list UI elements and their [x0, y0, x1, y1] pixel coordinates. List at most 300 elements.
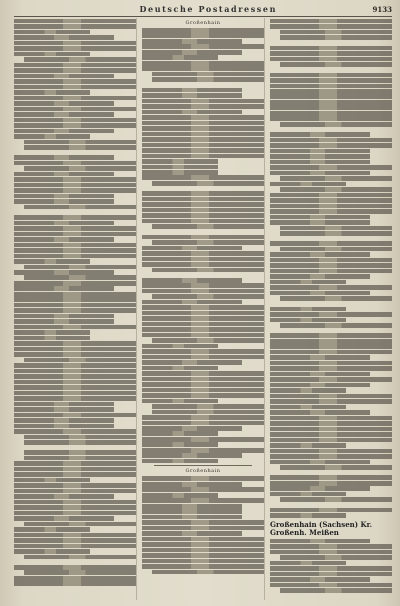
text-line: [270, 410, 370, 415]
text-line: [270, 111, 392, 116]
text-line: [24, 555, 136, 560]
text-line: [270, 460, 370, 465]
page-header: [14, 2, 392, 17]
text-line: [142, 99, 264, 104]
text-line: [14, 281, 136, 286]
text-line: [142, 191, 264, 196]
text-line: [270, 361, 392, 366]
text-line: [270, 432, 392, 437]
text-line: [270, 486, 370, 491]
page-number: 9133: [372, 4, 392, 14]
text-line: [142, 165, 218, 170]
text-line: [142, 126, 264, 131]
text-line: [14, 24, 136, 29]
text-line: [142, 366, 218, 371]
text-line: [142, 559, 264, 564]
text-line: [14, 286, 114, 291]
text-line: [142, 33, 264, 38]
text-line: [270, 508, 392, 513]
text-line: [270, 475, 392, 480]
text-line: [14, 396, 136, 401]
text-line: [152, 570, 264, 575]
text-line: [142, 235, 264, 240]
text-line: [270, 388, 346, 393]
text-line: [270, 561, 346, 566]
text-line: [142, 208, 264, 213]
text-line: [270, 550, 392, 555]
text-line: [14, 549, 90, 554]
text-line: [24, 456, 136, 461]
entry-gap: [142, 186, 264, 190]
text-line: [14, 533, 136, 538]
text-line: [14, 391, 136, 396]
text-line: [142, 531, 242, 536]
column-3-entries-top: [270, 19, 392, 518]
text-line: [280, 35, 392, 40]
entry-gap: [14, 445, 136, 449]
text-line: [14, 221, 114, 226]
text-line: [270, 383, 370, 388]
text-line: [142, 520, 264, 525]
text-line: [270, 416, 392, 421]
text-line: [14, 494, 114, 499]
text-line: [14, 380, 136, 385]
text-line: [270, 399, 392, 404]
text-line: [142, 219, 264, 224]
text-line: [270, 572, 392, 577]
entry-gap: [270, 41, 392, 45]
text-line: [280, 62, 392, 67]
text-line: [142, 509, 242, 514]
text-line: [14, 19, 136, 24]
text-line: [142, 28, 264, 33]
text-line: [14, 85, 136, 90]
entry-gap: [270, 471, 392, 475]
text-line: [280, 465, 392, 470]
text-line: [142, 482, 242, 487]
text-line: [14, 292, 136, 297]
text-line: [14, 303, 136, 308]
column-3: [270, 18, 392, 600]
text-line: [270, 149, 370, 154]
text-line: [14, 63, 136, 68]
text-line: [142, 415, 264, 420]
entry-gap: [142, 83, 264, 87]
text-line: [14, 243, 136, 248]
text-line: [270, 132, 370, 137]
text-line: [142, 39, 242, 44]
text-line: [142, 213, 264, 218]
text-line: [14, 215, 136, 220]
column-2-entries-bottom: [142, 476, 264, 574]
text-line: [14, 155, 114, 160]
text-line: [270, 241, 392, 246]
text-line: [270, 372, 370, 377]
text-line: [270, 577, 370, 582]
text-line: [24, 522, 136, 527]
section-title: Großenhain (Sachsen) Kr. Großenh. Meißen: [270, 519, 373, 537]
text-line: [270, 427, 392, 432]
text-line: [270, 171, 370, 176]
text-line: [270, 333, 392, 338]
text-line: [270, 307, 346, 312]
text-line: [142, 322, 264, 327]
text-line: [280, 555, 392, 560]
text-line: [142, 526, 264, 531]
text-line: [142, 197, 264, 202]
text-line: [270, 94, 392, 99]
text-line: [270, 394, 392, 399]
text-line: [270, 355, 370, 360]
text-line: [14, 544, 136, 549]
text-line: [270, 154, 370, 159]
text-line: [142, 55, 218, 60]
text-line: [14, 194, 114, 199]
text-line: [142, 515, 242, 520]
text-line: [14, 199, 114, 204]
text-line: [24, 570, 136, 575]
text-line: [270, 344, 392, 349]
text-line: [270, 443, 346, 448]
text-line: [14, 413, 136, 418]
text-line: [270, 405, 346, 410]
text-line: [24, 166, 136, 171]
text-line: [152, 181, 264, 186]
text-line: [270, 19, 392, 24]
text-line: [142, 537, 264, 542]
text-line: [270, 51, 392, 56]
text-line: [280, 231, 392, 236]
text-line: [14, 129, 114, 134]
column-1: [14, 18, 137, 600]
text-line: [14, 118, 136, 123]
entry-gap: [270, 127, 392, 131]
text-line: [280, 226, 392, 231]
text-line: [142, 553, 264, 558]
text-line: [142, 421, 264, 426]
text-line: [14, 385, 136, 390]
text-line: [24, 275, 136, 280]
text-line: [24, 358, 136, 363]
text-line: [142, 498, 264, 503]
text-line: [270, 160, 370, 165]
text-line: [14, 30, 90, 35]
text-line: [142, 377, 264, 382]
text-line: [142, 202, 264, 207]
text-line: [14, 248, 136, 253]
text-line: [24, 435, 136, 440]
text-line: [14, 325, 136, 330]
text-line: [152, 268, 264, 273]
entry-gap: [270, 329, 392, 333]
text-line: [14, 46, 136, 51]
text-line: [270, 291, 370, 296]
text-line: [270, 220, 370, 225]
text-line: [142, 388, 264, 393]
text-line: [270, 566, 392, 571]
text-line: [142, 382, 264, 387]
text-line: [142, 143, 264, 148]
text-line: [14, 500, 136, 505]
text-line: [142, 349, 264, 354]
text-line: [142, 393, 264, 398]
column-subhead: Großenhain: [185, 20, 221, 26]
text-line: [152, 77, 264, 82]
text-line: [14, 374, 136, 379]
text-line: [270, 366, 392, 371]
text-line: [14, 123, 136, 128]
text-line: [14, 134, 90, 139]
text-line: [142, 300, 242, 305]
text-line: [14, 472, 136, 477]
text-line: [142, 316, 264, 321]
text-line: [142, 115, 264, 120]
text-line: [280, 497, 392, 502]
text-line: [152, 240, 264, 245]
text-line: [270, 165, 392, 170]
text-line: [142, 504, 242, 509]
entry-gap: [270, 68, 392, 72]
text-line: [142, 283, 264, 288]
text-line: [14, 402, 114, 407]
text-line: [14, 369, 136, 374]
text-line: [142, 257, 264, 262]
text-line: [142, 44, 264, 49]
text-line: [142, 88, 242, 93]
text-line: [14, 90, 90, 95]
section-rule: [154, 465, 252, 466]
text-line: [142, 426, 242, 431]
text-line: [280, 247, 392, 252]
column-3-entries-bottom: [270, 539, 392, 593]
text-line: [14, 96, 136, 101]
column-subhead: Großenhain: [185, 468, 221, 475]
text-line: [14, 232, 136, 237]
text-line: [142, 246, 242, 251]
text-line: [14, 74, 114, 79]
text-line: [14, 478, 90, 483]
text-line: [14, 237, 114, 242]
text-line: [14, 177, 136, 182]
entry-gap: [270, 503, 392, 507]
text-line: [270, 280, 346, 285]
text-line: [142, 121, 264, 126]
text-line: [142, 66, 264, 71]
text-line: [24, 140, 136, 145]
text-line: [280, 187, 392, 192]
text-line: [142, 251, 264, 256]
text-line: [270, 269, 392, 274]
text-line: [142, 305, 264, 310]
text-line: [14, 107, 136, 112]
text-line: [14, 581, 136, 586]
text-line: [270, 258, 392, 263]
text-line: [14, 461, 136, 466]
text-line: [14, 516, 114, 521]
text-line: [270, 198, 392, 203]
text-line: [142, 132, 264, 137]
text-line: [280, 296, 392, 301]
text-line: [142, 154, 264, 159]
text-line: [14, 68, 136, 73]
text-line: [270, 285, 392, 290]
text-line: [270, 89, 392, 94]
text-line: [270, 481, 392, 486]
text-line: [14, 226, 136, 231]
text-line: [142, 327, 264, 332]
text-line: [142, 355, 264, 360]
text-line: [14, 565, 136, 570]
text-line: [270, 350, 392, 355]
text-line: [142, 564, 264, 569]
text-line: [14, 52, 90, 57]
text-line: [270, 182, 346, 187]
text-line: [14, 505, 136, 510]
text-line: [14, 576, 136, 581]
text-line: [14, 308, 136, 313]
text-line: [270, 78, 392, 83]
text-line: [152, 404, 264, 409]
text-line: [142, 360, 242, 365]
text-line: [14, 101, 114, 106]
text-line: [14, 424, 114, 429]
entry-gap: [142, 273, 264, 277]
text-line: [14, 314, 114, 319]
entry-gap: [270, 236, 392, 240]
text-line: [270, 513, 346, 518]
text-line: [270, 583, 392, 588]
text-line: [270, 84, 392, 89]
text-line: [142, 371, 264, 376]
text-line: [270, 193, 392, 198]
text-line: [280, 30, 392, 35]
text-line: [152, 72, 264, 77]
text-line: [270, 263, 392, 268]
text-line: [152, 294, 264, 299]
text-line: [142, 459, 218, 464]
entry-gap: [270, 302, 392, 306]
text-line: [14, 183, 136, 188]
text-line: [142, 493, 218, 498]
text-line: [24, 265, 136, 270]
text-line: [270, 421, 392, 426]
text-line: [14, 188, 136, 193]
text-line: [142, 311, 264, 316]
text-line: [142, 262, 264, 267]
text-line: [270, 73, 392, 78]
text-line: [142, 344, 218, 349]
text-line: [14, 429, 136, 434]
text-line: [24, 440, 136, 445]
text-line: [142, 453, 242, 458]
text-line: [270, 24, 392, 29]
text-line: [14, 418, 114, 423]
text-line: [14, 172, 114, 177]
entry-gap: [142, 230, 264, 234]
entry-gap: [14, 151, 136, 155]
text-line: [24, 145, 136, 150]
text-line: [270, 100, 392, 105]
text-line: [270, 252, 370, 257]
text-line: [142, 437, 264, 442]
text-line: [270, 204, 392, 209]
text-line: [14, 341, 136, 346]
text-line: [142, 431, 218, 436]
text-line: [142, 476, 264, 481]
text-line: [142, 110, 242, 115]
text-line: [152, 224, 264, 229]
text-line: [152, 410, 264, 415]
text-line: [270, 46, 392, 51]
text-line: [142, 278, 242, 283]
text-line: [270, 544, 392, 549]
text-line: [24, 57, 136, 62]
text-line: [14, 319, 114, 324]
text-line: [14, 79, 136, 84]
text-line: [142, 548, 264, 553]
text-line: [14, 330, 90, 335]
text-line: [142, 448, 264, 453]
text-line: [270, 377, 392, 382]
text-line: [270, 438, 392, 443]
text-line: [14, 489, 136, 494]
text-line: [14, 112, 114, 117]
text-line: [14, 363, 136, 368]
text-line: [14, 511, 136, 516]
text-line: [142, 93, 242, 98]
text-line: [14, 527, 90, 532]
text-line: [142, 159, 218, 164]
text-line: [152, 338, 264, 343]
text-line: [14, 35, 114, 40]
text-line: [270, 209, 392, 214]
text-line: [270, 318, 346, 323]
text-line: [270, 138, 392, 143]
text-line: [14, 259, 90, 264]
text-line: [14, 254, 136, 259]
text-line: [14, 538, 136, 543]
text-line: [14, 467, 136, 472]
text-line: [142, 148, 264, 153]
text-line: [270, 539, 370, 544]
text-line: [270, 312, 392, 317]
text-line: [142, 542, 264, 547]
text-line: [142, 442, 218, 447]
text-line: [280, 323, 392, 328]
text-columns: [14, 18, 392, 600]
entry-gap: [14, 560, 136, 564]
text-line: [142, 61, 264, 66]
text-line: [142, 50, 242, 55]
text-line: [270, 274, 370, 279]
text-line: [270, 215, 370, 220]
text-line: [142, 137, 264, 142]
entry-gap: [14, 210, 136, 214]
text-line: [270, 57, 392, 62]
text-line: [14, 336, 90, 341]
text-line: [142, 104, 264, 109]
text-line: [14, 347, 136, 352]
text-line: [14, 483, 136, 488]
column-2-entries-top: [142, 28, 264, 463]
text-line: [270, 105, 392, 110]
text-line: [142, 170, 218, 175]
column-2: [142, 18, 265, 600]
text-line: [14, 352, 136, 357]
text-line: [270, 454, 392, 459]
text-line: [142, 399, 218, 404]
text-line: [270, 143, 392, 148]
